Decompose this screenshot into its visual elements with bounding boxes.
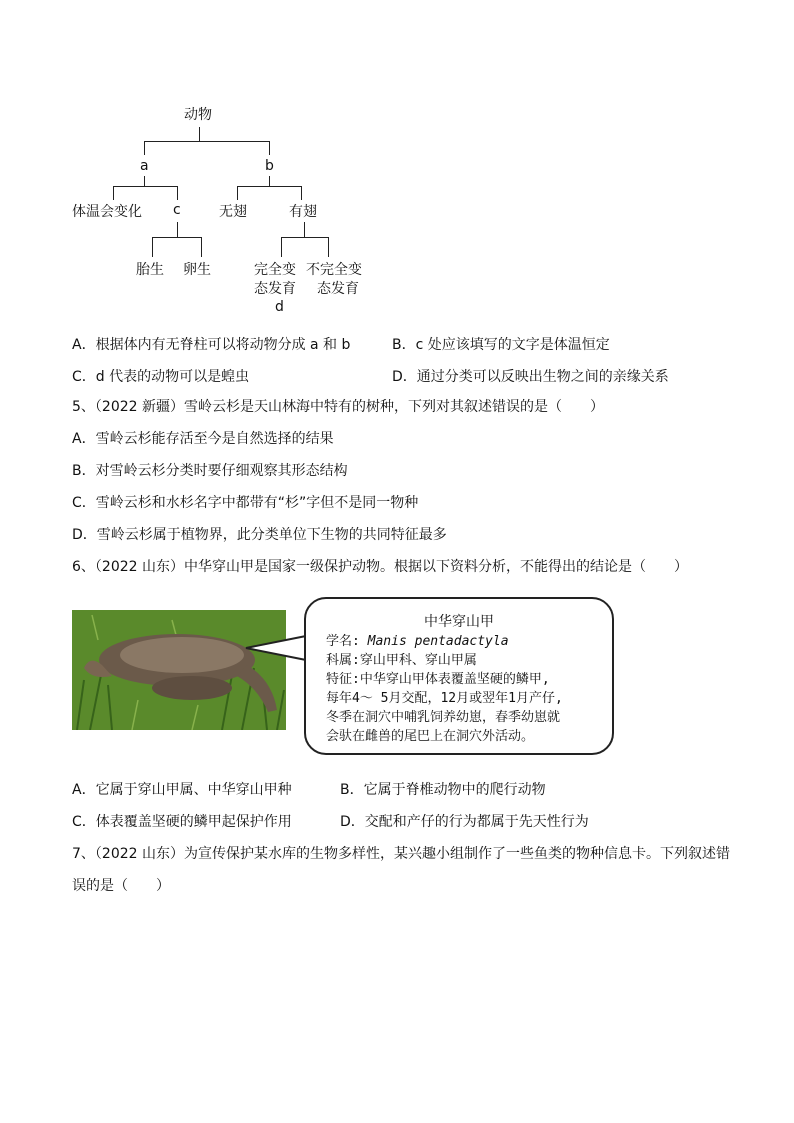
tree-line [301, 186, 302, 200]
card-name-label: 学名: [326, 634, 368, 649]
tree-node-no-wing: 无翅 [219, 204, 247, 220]
pangolin-photo [72, 610, 286, 730]
tree-line [152, 237, 153, 257]
card-scientific-name [326, 633, 509, 651]
q5-option-b: B．对雪岭云杉分类时要仔细观察其形态结构 [72, 463, 348, 479]
tree-node-a-left: 体温会变化 [72, 204, 142, 220]
tree-node-c: c [173, 202, 181, 218]
tree-line [304, 222, 305, 237]
tree-node-complete-2: 态发育 [254, 281, 296, 297]
tree-node-complete-1: 完全变 [254, 262, 296, 278]
tree-node-viviparous: 胎生 [136, 262, 164, 278]
q6-stem: 6、（2022 山东）中华穿山甲是国家一级保护动物。根据以下资料分析，不能得出的结论是（ ） [72, 559, 688, 575]
pangolin-illustration [72, 610, 286, 730]
card-family: 科属:穿山甲科、穿山甲属 [326, 653, 477, 668]
tree-line [199, 127, 200, 141]
tree-line [269, 141, 270, 155]
tree-line [201, 237, 202, 257]
tree-line [144, 176, 145, 186]
callout-pointer [244, 630, 308, 670]
tree-node-incomplete-2: 态发育 [317, 281, 359, 297]
q6-option-b: B．它属于脊椎动物中的爬行动物 [340, 782, 546, 798]
q5-option-a: A．雪岭云杉能存活至今是自然选择的结果 [72, 431, 334, 447]
tree-line [152, 237, 202, 238]
tree-line [144, 141, 145, 155]
q6-option-c: C．体表覆盖坚硬的鳞甲起保护作用 [72, 814, 292, 830]
q4-option-a: A．根据体内有无脊柱可以将动物分成 a 和 b [72, 337, 351, 353]
q6-option-a: A．它属于穿山甲属、中华穿山甲种 [72, 782, 292, 798]
tree-line [281, 237, 329, 238]
tree-root: 动物 [184, 107, 212, 123]
q4-option-c: C．d 代表的动物可以是蝗虫 [72, 369, 250, 385]
q4-option-b: B．c 处应该填写的文字是体温恒定 [392, 337, 610, 353]
q7-stem-line-2: 误的是（ ） [72, 878, 170, 894]
tree-line [237, 186, 238, 200]
q6-option-d: D．交配和产仔的行为都属于先天性行为 [340, 814, 589, 830]
tree-node-a: a [140, 158, 149, 174]
tree-line [237, 186, 302, 187]
tree-line [269, 176, 270, 186]
tree-line [113, 186, 178, 187]
tree-line [177, 222, 178, 237]
tree-node-wing: 有翅 [289, 204, 317, 220]
species-info-card [304, 597, 614, 755]
card-feature-2: 每年4～ 5月交配，12月或翌年1月产仔, [326, 691, 563, 706]
tree-line [281, 237, 282, 257]
q5-option-c: C．雪岭云杉和水杉名字中都带有“杉”字但不是同一物种 [72, 495, 419, 511]
card-feature-1: 特征:中华穿山甲体表覆盖坚硬的鳞甲, [326, 672, 550, 687]
card-title: 中华穿山甲 [424, 614, 494, 630]
q4-option-d: D．通过分类可以反映出生物之间的亲缘关系 [392, 369, 669, 385]
tree-line [177, 186, 178, 200]
tree-line [113, 186, 114, 200]
card-feature-3: 冬季在洞穴中哺乳饲养幼崽，春季幼崽就 [326, 710, 561, 725]
tree-line [144, 141, 270, 142]
tree-node-d: d [275, 299, 284, 315]
q7-stem-line-1: 7、（2022 山东）为宣传保护某水库的生物多样性，某兴趣小组制作了一些鱼类的物种信息卡。下列叙述错 [72, 846, 730, 862]
tree-node-b: b [265, 158, 274, 174]
tree-line [328, 237, 329, 257]
tree-node-incomplete-1: 不完全变 [306, 262, 362, 278]
tree-node-oviparous: 卵生 [183, 262, 211, 278]
q5-stem: 5、（2022 新疆）雪岭云杉是天山林海中特有的树种，下列对其叙述错误的是（ ） [72, 399, 604, 415]
card-feature-4: 会驮在雌兽的尾巴上在洞穴外活动。 [326, 729, 535, 744]
card-name-value: Manis pentadactyla [367, 634, 509, 649]
q5-option-d: D．雪岭云杉属于植物界，此分类单位下生物的共同特征最多 [72, 527, 447, 543]
